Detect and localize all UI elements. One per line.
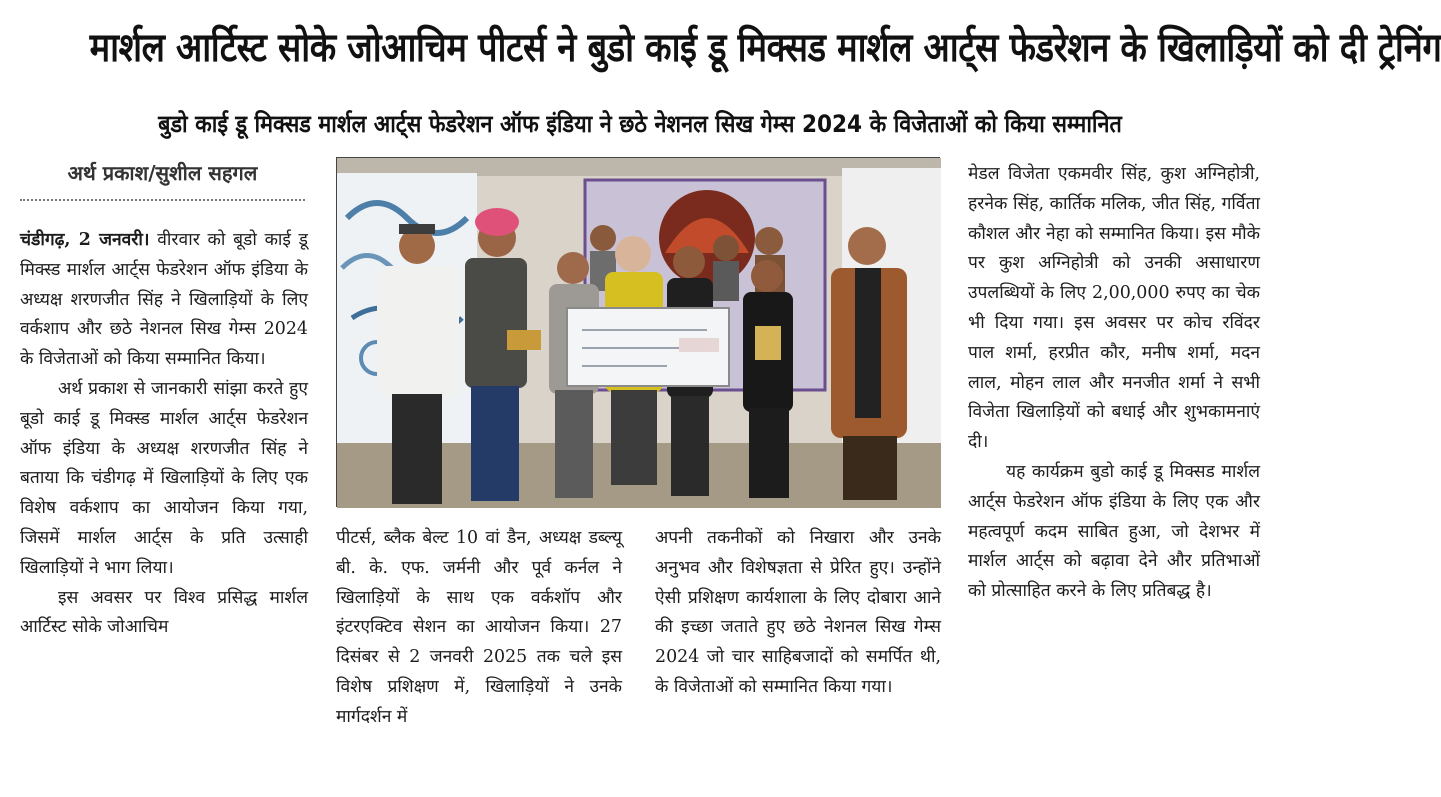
paragraph-1-text: वीरवार को बूडो काई डू मिक्स्ड मार्शल आर्ट्स फेडरेशन ऑफ इंडिया के अध्यक्ष शरणजीत सिंह ने खिलाड़ियों के लिए वर्कशाप और छठे नेशनल सिख गेम्स 2024 के विजेताओं को किया सम्मानित किया। [20,230,308,370]
cheque [567,308,729,386]
person-young-girl [743,260,793,498]
article-paragraph-7: यह कार्यक्रम बुडो काई डू मिक्सड मार्शल आर्ट्स फेडरेशन ऑफ इंडिया के लिए एक और महत्वपूर्ण कदम साबित हुआ, जो देशभर में मार्शल आर्ट्स को बढ़ावा देने और प्रतिभाओं को प्रोत्साहित करने के लिए प्रतिबद्ध है। [968,461,1260,602]
group-photo-illustration [337,158,941,508]
article-paragraph-6: मेडल विजेता एकमवीर सिंह, कुश अग्निहोत्री, हरनेक सिंह, कार्तिक मलिक, जीत सिंह, गर्विता कौशल और नेहा को सम्मानित किया। इस मौके पर कुश अग्निहोत्री को उनकी असाधारण उपलब्धियों के लिए 2,00,000 रुपए का चेक भी दिया गया। इस अवसर पर कोच रविंदर पाल शर्मा, हरप्रीत कौर, मनीष शर्मा, मदन लाल, मोहन लाल और मनजीत शर्मा ने सभी विजेता खिलाड़ियों को बधाई और शुभकामनाएं दी। [968,164,1260,453]
article-column-4 [968,160,1260,607]
article-paragraph-2: अर्थ प्रकाश से जानकारी सांझा करते हुए बूडो काई डू मिक्स्ड मार्शल आर्ट्स फेडरेशन ऑफ इंडिया के अध्यक्ष शरणजीत सिंह ने बताया कि चंडीगढ़ में खिलाड़ियों के लिए एक विशेष वर्कशाप का आयोजन किया गया, जिसमें मार्शल आर्ट्स के प्रति उत्साही खिलाड़ियों ने भाग लिया। [20,378,308,578]
article-column-3 [655,524,941,703]
article-column-1 [20,226,308,643]
subheadline: बुडो काई डू मिक्सड मार्शल आर्ट्स फेडरेशन ऑफ इंडिया ने छठे नेशनल सिख गेम्स 2024 के विजेताओं को किया सम्मानित [158,110,1122,138]
article-paragraph-4: पीटर्स, ब्लैक बेल्ट 10 वां डैन, अध्यक्ष डब्ल्यू बी. के. एफ. जर्मनी और पूर्व कर्नल ने खिलाड़ियों के साथ एक वर्कशॉप और इंटरएक्टिव सेशन का आयोजन किया। 27 दिसंबर से 2 जनवरी 2025 तक चले इस विशेष प्रशिक्षण में, खिलाड़ियों ने उनके मार्गदर्शन में [336,528,622,727]
article-paragraph-5: अपनी तकनीकों को निखारा और उनके अनुभव और विशेषज्ञता से प्रेरित हुए। उन्होंने ऐसी प्रशिक्षण कार्यशाला के लिए दोबारा आने की इच्छा जताते हुए छठे नेशनल सिख गेम्स 2024 जो चार साहिबजादों को समर्पित थी, के विजेताओं को सम्मानित किया गया। [655,528,941,697]
news-photo [336,157,940,507]
article-column-2 [336,524,622,733]
article-paragraph-3: इस अवसर पर विश्व प्रसिद्ध मार्शल आर्टिस्ट सोके जोआचिम [20,587,308,638]
byline: अर्थ प्रकाश/सुशील सहगल [67,161,258,185]
headline: मार्शल आर्टिस्ट सोके जोआचिम पीटर्स ने बुडो काई डू मिक्सड मार्शल आर्ट्स फेडरेशन के खिलाड़ियों को दी ट्रेनिंग [89,25,1441,71]
dateline: चंडीगढ़, 2 जनवरी। [20,230,150,250]
byline-divider [20,199,305,201]
article-paragraph-1 [20,226,308,375]
